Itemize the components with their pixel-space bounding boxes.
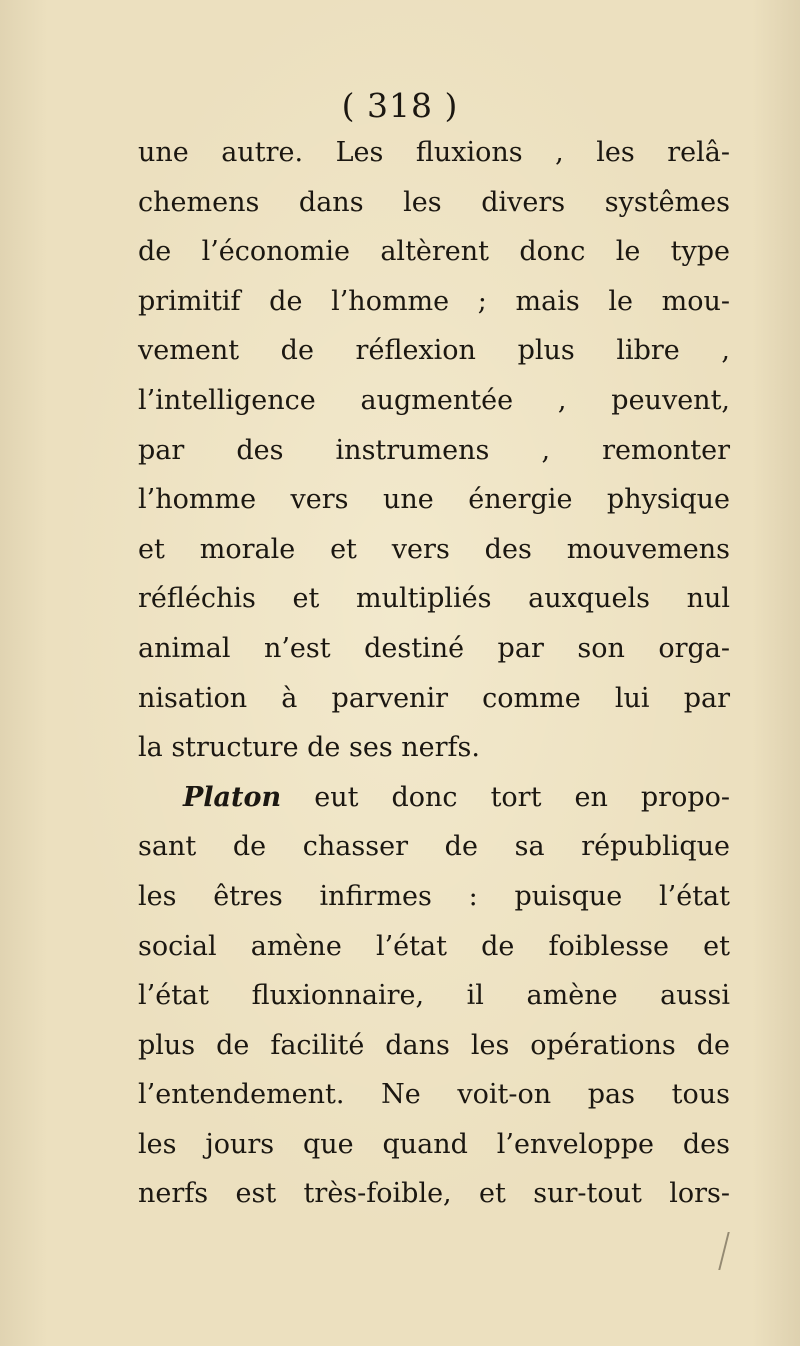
- paragraph-first-line: [138, 773, 730, 823]
- text-line: les jours que quand l’enveloppe des: [138, 1128, 730, 1160]
- text-line: de l’économie altèrent donc le type: [138, 236, 730, 268]
- text-line: l’état fluxionnaire, il amène aussi: [138, 980, 730, 1012]
- text-line: et morale et vers des mouvemens: [138, 533, 730, 565]
- text-line: une autre. Les fluxions , les relâ-: [138, 137, 730, 168]
- text-line: l’intelligence augmentée , peuvent,: [138, 384, 730, 416]
- text-line: l’homme vers une énergie physique: [138, 484, 730, 516]
- text-line: réfléchis et multipliés auxquels nul: [138, 583, 730, 615]
- body-text: [138, 128, 730, 1219]
- pencil-mark: [718, 1232, 735, 1270]
- text-line: l’entendement. Ne voit-on pas tous: [138, 1079, 730, 1111]
- text-line: nerfs est très-foible, et sur-tout lors-: [138, 1178, 730, 1210]
- text-line: animal n’est destiné par son orga-: [138, 632, 730, 664]
- person-name: Platon: [183, 781, 282, 813]
- text-line: social amène l’état de foiblesse et: [138, 930, 730, 962]
- page-number: ( 318 ): [341, 86, 459, 125]
- text-line: par des instrumens , remonter: [138, 434, 730, 466]
- text-line: la structure de ses nerfs.: [138, 732, 480, 764]
- text-line: nisation à parvenir comme lui par: [138, 682, 730, 714]
- text-line: plus de facilité dans les opérations de: [138, 1029, 730, 1061]
- text-line: sant de chasser de sa république: [138, 831, 730, 863]
- text-line: primitif de l’homme ; mais le mou-: [138, 285, 730, 317]
- text-fragment: eut donc tort en propo-: [281, 781, 730, 813]
- text-line: les êtres infirmes : puisque l’état: [138, 880, 730, 912]
- text-line: chemens dans les divers systêmes: [138, 186, 730, 218]
- text-line: vement de réflexion plus libre ,: [138, 335, 730, 367]
